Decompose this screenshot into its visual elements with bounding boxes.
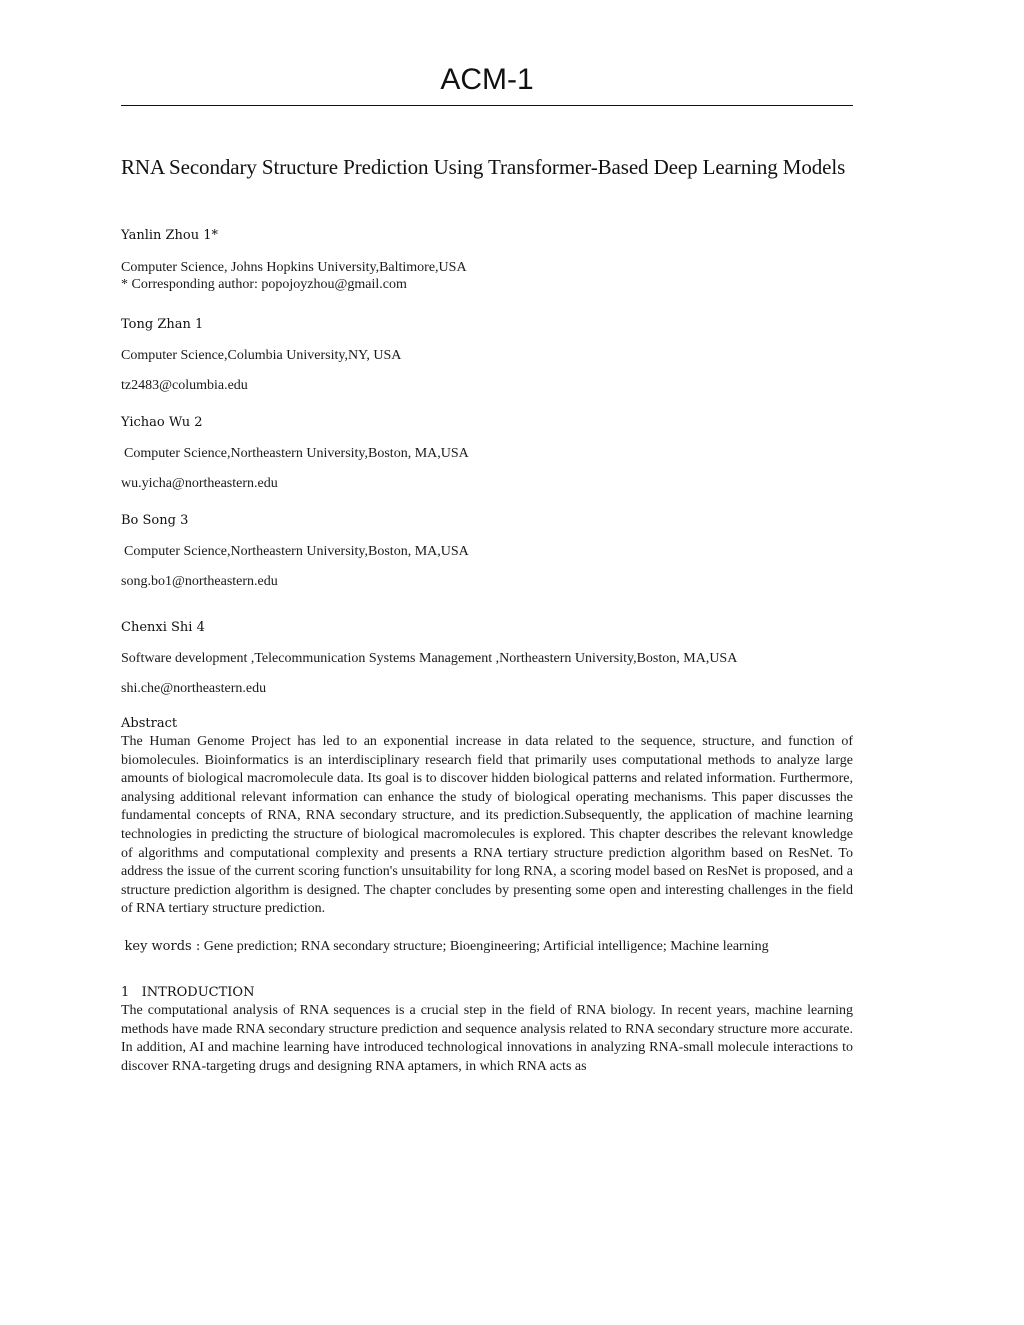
author-block [121,227,853,245]
author-affiliation: Computer Science,Columbia University,NY, USA [121,348,402,363]
keywords-section [121,938,853,956]
introduction-text: The computational analysis of RNA sequences is a crucial step in the field of RNA biology. In recent years, machine learning methods have made RNA secondary structure prediction and sequence analysis related to RNA secondary structure more accurate. In addition, AI and machine learning have introduced technological innovations in analyzing RNA-small molecule interactions to discover RNA-targeting drugs and designing RNA aptamers, in which RNA acts as [121,1003,853,1074]
author-block [121,414,853,432]
keywords-text: Gene prediction; RNA secondary structure; Bioengineering; Artificial intelligence; Machine learning [203,939,769,954]
abstract-heading: Abstract [121,716,178,731]
author-email-block [121,377,853,394]
author-name: Tong Zhan 1 [121,317,204,332]
header-rule [121,105,853,106]
author-name: Yichao Wu 2 [121,415,203,430]
abstract-section [121,715,853,919]
author-block [121,619,853,637]
corresponding-author: * Corresponding author: popojoyzhou@gmail.com [121,277,407,292]
keywords-line [121,938,853,956]
author-email: tz2483@columbia.edu [121,378,248,393]
author-affiliation-block [121,445,853,462]
abstract-text: The Human Genome Project has led to an exponential increase in data related to the sequence, structure, and function of biomolecules. Bioinformatics is an interdisciplinary research field that primarily uses computational methods to analyze large amounts of biological macromolecule data. Its goal is to discover hidden biological patterns and related information. Furthermore, analysing additional relevant information can enhance the study of biological operating mechanisms. This paper discusses the fundamental concepts of RNA, RNA secondary structure, and its prediction.Subsequently, the application of machine learning technologies in predicting the structure of biological macromolecules is explored. This chapter describes the relevant knowledge of algorithms and computational complexity and presents a RNA tertiary structure prediction algorithm based on ResNet. To address the issue of the current scoring function's unsuitability for long RNA, a scoring model based on ResNet is proposed, and a structure prediction algorithm is designed. The chapter concludes by presenting some open and interesting challenges in the field of RNA tertiary structure prediction. [121,734,853,917]
author-email-block [121,475,853,492]
author-affiliation-block [121,347,853,364]
author-affiliation-block [121,543,853,560]
introduction-heading: 1 INTRODUCTION [121,985,255,1000]
author-email: song.bo1@northeastern.edu [121,574,278,589]
author-block [121,512,853,530]
introduction-section [121,984,853,1076]
keywords-label: key words : [124,939,201,954]
author-block [121,316,853,334]
author-email: wu.yicha@northeastern.edu [121,476,278,491]
author-email: shi.che@northeastern.edu [121,681,267,696]
author-email-block [121,573,853,590]
author-affiliation: Computer Science, Johns Hopkins University,Baltimore,USA [121,260,467,275]
paper-title: RNA Secondary Structure Prediction Using Transformer-Based Deep Learning Models [121,155,846,179]
author-name: Chenxi Shi 4 [121,620,205,635]
author-affiliation-block [121,259,853,293]
author-affiliation: Computer Science,Northeastern University,Boston, MA,USA [124,544,469,559]
author-name: Bo Song 3 [121,513,189,528]
author-name: Yanlin Zhou 1* [121,228,219,243]
author-email-block [121,680,853,697]
running-head: ACM-1 [440,63,534,96]
author-affiliation-block [121,650,853,667]
author-affiliation: Software development ,Telecommunication Systems Management ,Northeastern University,Boston, MA,USA [121,651,738,666]
author-affiliation: Computer Science,Northeastern University,Boston, MA,USA [124,446,469,461]
